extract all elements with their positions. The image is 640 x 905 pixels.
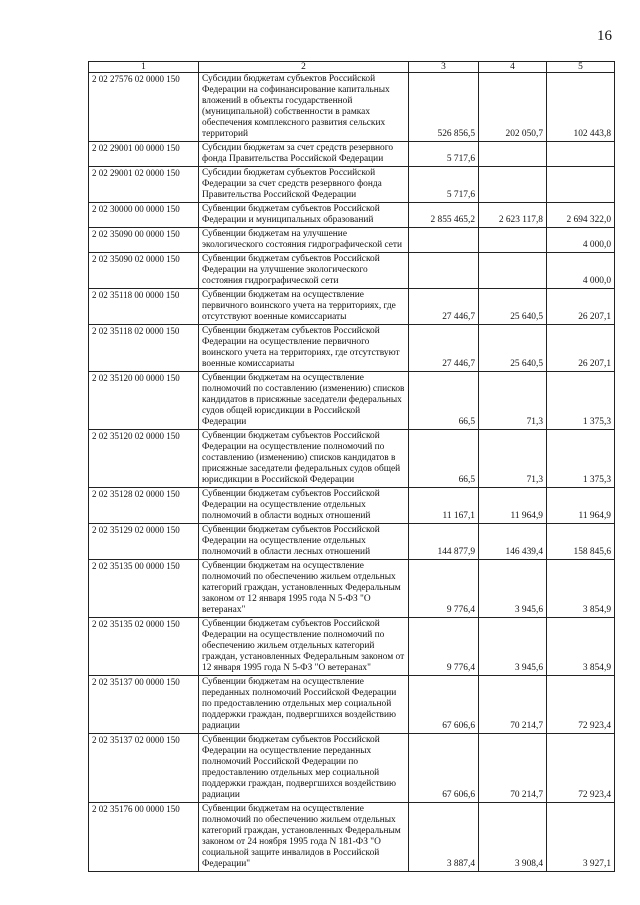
table-row (89, 676, 615, 734)
value-cell-col5: 158 845,6 (547, 524, 615, 560)
table-row (89, 488, 615, 524)
value-cell-col3: 67 606,6 (409, 676, 479, 734)
value-cell-col3: 9 776,4 (409, 618, 479, 676)
name-cell: Субвенции бюджетам на осуществление полномочий по обеспечению жильем отдельных категорий граждан, установленных Федеральным законом от 12 января 1995 года N 5-ФЗ "О ветеранах" (199, 560, 409, 618)
name-cell: Субвенции бюджетам на осуществление переданных полномочий Российской Федерации по предоставлению отдельных мер социальной поддержки граждан, подвергшихся воздействию радиации (199, 676, 409, 734)
value-cell-col4: 3 945,6 (479, 618, 547, 676)
table-row (89, 325, 615, 372)
value-cell-col5 (547, 167, 615, 203)
code-cell: 2 02 35129 02 0000 150 (89, 524, 199, 560)
name-cell: Субвенции бюджетам субъектов Российской Федерации и муниципальных образований (199, 203, 409, 228)
value-cell-col5: 72 923,4 (547, 676, 615, 734)
value-cell-col3: 3 887,4 (409, 803, 479, 872)
code-cell: 2 02 30000 00 0000 150 (89, 203, 199, 228)
value-cell-col5: 4 000,0 (547, 228, 615, 253)
name-cell: Субвенции бюджетам субъектов Российской Федерации на осуществление первичного воинского учета на территориях, где отсутствуют военные комиссариаты (199, 325, 409, 372)
value-cell-col5: 1 375,3 (547, 372, 615, 430)
value-cell-col4: 11 964,9 (479, 488, 547, 524)
table-row (89, 430, 615, 488)
table-row (89, 228, 615, 253)
code-cell: 2 02 35176 00 0000 150 (89, 803, 199, 872)
value-cell-col3: 67 606,6 (409, 734, 479, 803)
value-cell-col4 (479, 142, 547, 167)
code-cell: 2 02 35120 02 0000 150 (89, 430, 199, 488)
value-cell-col4: 25 640,5 (479, 289, 547, 325)
value-cell-col5: 3 927,1 (547, 803, 615, 872)
value-cell-col4: 71,3 (479, 430, 547, 488)
table-row (89, 372, 615, 430)
value-cell-col5: 3 854,9 (547, 560, 615, 618)
value-cell-col5: 4 000,0 (547, 253, 615, 289)
value-cell-col3 (409, 253, 479, 289)
value-cell-col4: 25 640,5 (479, 325, 547, 372)
code-cell: 2 02 35090 02 0000 150 (89, 253, 199, 289)
table-row (89, 203, 615, 228)
budget-table (88, 61, 615, 872)
code-cell: 2 02 35135 02 0000 150 (89, 618, 199, 676)
value-cell-col4 (479, 253, 547, 289)
value-cell-col3: 27 446,7 (409, 289, 479, 325)
name-cell: Субвенции бюджетам на осуществление первичного воинского учета на территориях, где отсутствуют военные комиссариаты (199, 289, 409, 325)
table-row (89, 803, 615, 872)
table-row (89, 560, 615, 618)
value-cell-col5 (547, 142, 615, 167)
value-cell-col5: 2 694 322,0 (547, 203, 615, 228)
name-cell: Субвенции бюджетам субъектов Российской Федерации на осуществление переданных полномочий Российской Федерации по предоставлению отдельных мер социальной поддержки граждан, подвергшихся воздействию радиации (199, 734, 409, 803)
name-cell: Субсидии бюджетам субъектов Российской Федерации на софинансирование капитальных вложений в объекты государственной (муниципальной) собственности в рамках обеспечения комплексного развития сельских территорий (199, 73, 409, 142)
header-row (89, 62, 615, 73)
value-cell-col4: 202 050,7 (479, 73, 547, 142)
table-row (89, 289, 615, 325)
name-cell: Субвенции бюджетам субъектов Российской Федерации на осуществление полномочий по обеспечению жильем отдельных категорий граждан, установленных Федеральным законом от 12 января 1995 года N 5-ФЗ "О ветеранах" (199, 618, 409, 676)
page-number: 16 (597, 28, 612, 44)
value-cell-col3: 11 167,1 (409, 488, 479, 524)
value-cell-col5: 102 443,8 (547, 73, 615, 142)
value-cell-col4: 3 945,6 (479, 560, 547, 618)
value-cell-col4: 71,3 (479, 372, 547, 430)
table-row (89, 253, 615, 289)
code-cell: 2 02 35090 00 0000 150 (89, 228, 199, 253)
value-cell-col3: 9 776,4 (409, 560, 479, 618)
value-cell-col3: 526 856,5 (409, 73, 479, 142)
name-cell: Субвенции бюджетам на улучшение экологического состояния гидрографической сети (199, 228, 409, 253)
value-cell-col5: 26 207,1 (547, 325, 615, 372)
value-cell-col3: 2 855 465,2 (409, 203, 479, 228)
name-cell: Субвенции бюджетам на осуществление полномочий по составлению (изменению) списков кандидатов в присяжные заседатели федеральных судов общей юрисдикции в Российской Федерации (199, 372, 409, 430)
value-cell-col3 (409, 228, 479, 253)
value-cell-col3: 5 717,6 (409, 142, 479, 167)
value-cell-col4 (479, 167, 547, 203)
name-cell: Субвенции бюджетам субъектов Российской Федерации на осуществление отдельных полномочий в области водных отношений (199, 488, 409, 524)
code-cell: 2 02 35128 02 0000 150 (89, 488, 199, 524)
code-cell: 2 02 27576 02 0000 150 (89, 73, 199, 142)
value-cell-col3: 66,5 (409, 430, 479, 488)
value-cell-col4: 70 214,7 (479, 676, 547, 734)
code-cell: 2 02 29001 00 0000 150 (89, 142, 199, 167)
value-cell-col5: 1 375,3 (547, 430, 615, 488)
value-cell-col5: 11 964,9 (547, 488, 615, 524)
column-header: 3 (409, 62, 479, 73)
value-cell-col3: 5 717,6 (409, 167, 479, 203)
table-row (89, 618, 615, 676)
value-cell-col3: 27 446,7 (409, 325, 479, 372)
value-cell-col3: 144 877,9 (409, 524, 479, 560)
code-cell: 2 02 35118 02 0000 150 (89, 325, 199, 372)
value-cell-col4 (479, 228, 547, 253)
code-cell: 2 02 35137 02 0000 150 (89, 734, 199, 803)
table-row (89, 142, 615, 167)
value-cell-col4: 146 439,4 (479, 524, 547, 560)
code-cell: 2 02 35135 00 0000 150 (89, 560, 199, 618)
name-cell: Субвенции бюджетам на осуществление полномочий по обеспечению жильем отдельных категорий граждан, установленных Федеральным законом от 24 ноября 1995 года N 181-ФЗ "О социальной защите инвалидов в Российской Федерации" (199, 803, 409, 872)
value-cell-col5: 3 854,9 (547, 618, 615, 676)
table-row (89, 73, 615, 142)
name-cell: Субвенции бюджетам субъектов Российской Федерации на осуществление отдельных полномочий в области лесных отношений (199, 524, 409, 560)
value-cell-col4: 3 908,4 (479, 803, 547, 872)
name-cell: Субвенции бюджетам субъектов Российской Федерации на улучшение экологического состояния гидрографической сети (199, 253, 409, 289)
value-cell-col5: 26 207,1 (547, 289, 615, 325)
code-cell: 2 02 35120 00 0000 150 (89, 372, 199, 430)
value-cell-col5: 72 923,4 (547, 734, 615, 803)
table-row (89, 167, 615, 203)
value-cell-col3: 66,5 (409, 372, 479, 430)
name-cell: Субвенции бюджетам субъектов Российской Федерации на осуществление полномочий по составлению (изменению) списков кандидатов в присяжные заседатели федеральных судов общей юрисдикции в Российской Федерации (199, 430, 409, 488)
name-cell: Субсидии бюджетам субъектов Российской Федерации за счет средств резервного фонда Правительства Российской Федерации (199, 167, 409, 203)
code-cell: 2 02 29001 02 0000 150 (89, 167, 199, 203)
name-cell: Субсидии бюджетам за счет средств резервного фонда Правительства Российской Федерации (199, 142, 409, 167)
table-row (89, 524, 615, 560)
code-cell: 2 02 35118 00 0000 150 (89, 289, 199, 325)
column-header: 4 (479, 62, 547, 73)
value-cell-col4: 2 623 117,8 (479, 203, 547, 228)
column-header: 2 (199, 62, 409, 73)
code-cell: 2 02 35137 00 0000 150 (89, 676, 199, 734)
column-header: 1 (89, 62, 199, 73)
table-row (89, 734, 615, 803)
column-header: 5 (547, 62, 615, 73)
value-cell-col4: 70 214,7 (479, 734, 547, 803)
